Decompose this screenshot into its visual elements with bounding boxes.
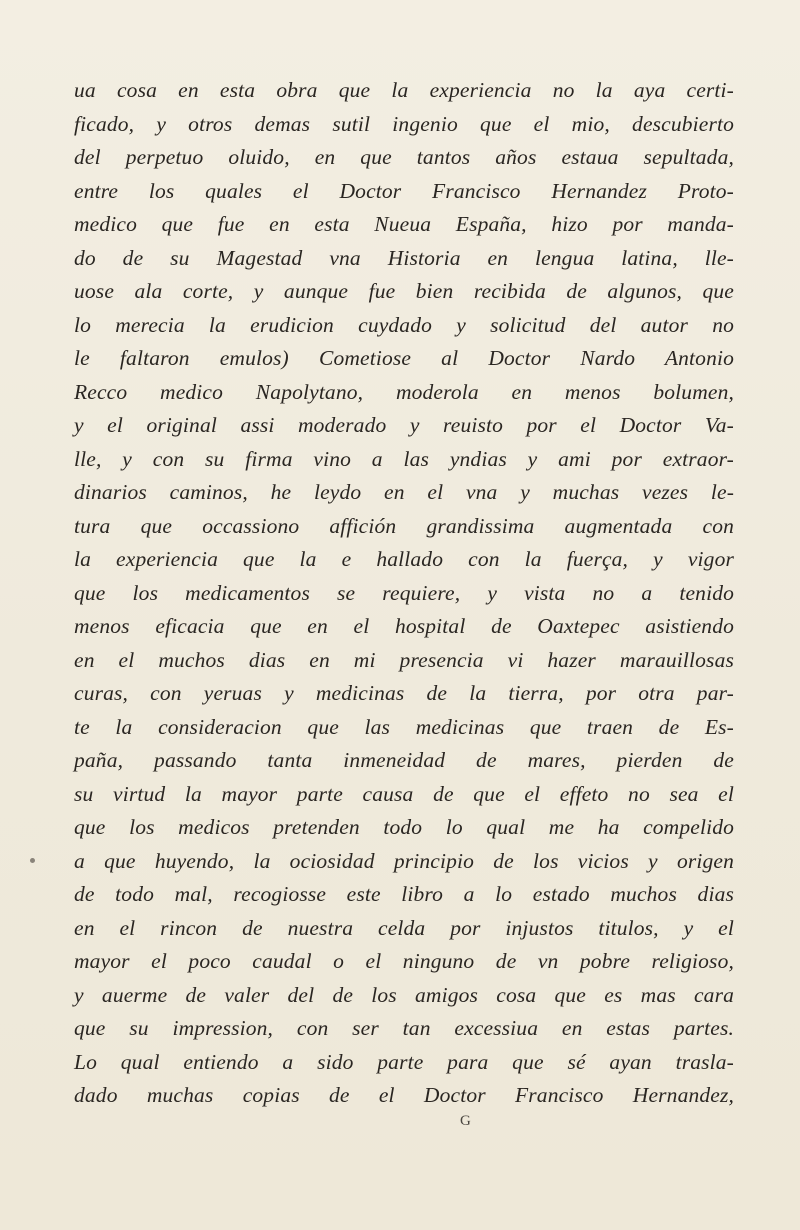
text-line: lle, y con su firma vino a las yndias y ami por extraor- [74,446,734,471]
text-line: en el muchos dias en mi presencia vi hazer marauillosas [74,647,734,672]
text-line: ficado, y otros demas sutil ingenio que el mio, descubierto [74,111,734,136]
text-line: paña, passando tanta inmeneidad de mares, pierden de [74,748,734,772]
text-line: ua cosa en esta obra que la experiencia no la aya certi- [74,78,734,102]
ink-spot [30,858,35,863]
text-line: curas, con yeruas y medicinas de la tierra, por otra par- [74,681,734,705]
text-line: lo merecia la erudicion cuydado y solicitud del autor no [74,312,734,337]
text-line: medico que fue en esta Nueua España, hizo por manda- [74,212,734,236]
text-line: en el rincon de nuestra celda por injustos titulos, y el [74,915,734,940]
text-line: do de su Magestad vna Historia en lengua latina, lle- [74,245,734,270]
text-line: su virtud la mayor parte causa de que el effeto no sea el [74,781,734,806]
text-line: menos eficacia que en el hospital de Oaxtepec asistiendo [74,614,734,638]
text-line: y el original assi moderado y reuisto por el Doctor Va- [74,413,734,437]
text-line: Lo qual entiendo a sido parte para que sé ayan trasla- [74,1049,734,1074]
text-line: te la consideracion que las medicinas que traen de Es- [74,714,734,739]
text-line: a que huyendo, la ociosidad principio de los vicios y origen [74,848,734,873]
text-line: dado muchas copias de el Doctor Francisco Hernandez, [74,1083,734,1107]
text-line: que los medicamentos se requiere, y vista no a tenido [74,580,734,605]
text-line: mayor el poco caudal o el ninguno de vn pobre religioso, [74,949,734,973]
text-line: y auerme de valer del de los amigos cosa que es mas cara [74,982,734,1007]
text-line: uose ala corte, y aunque fue bien recibida de algunos, que [74,279,734,303]
text-line: Recco medico Napolytano, moderola en menos bolumen, [74,379,734,404]
text-line: que los medicos pretenden todo lo qual me ha compelido [74,815,734,839]
text-line: le faltaron emulos) Cometiose al Doctor Nardo Antonio [74,346,734,370]
text-line: del perpetuo oluido, en que tantos años estaua sepultada, [74,145,734,169]
body-text [74,74,734,1113]
text-line: de todo mal, recogiosse este libro a lo estado muchos dias [74,882,734,906]
text-line: entre los quales el Doctor Francisco Hernandez Proto- [74,178,734,203]
signature-mark: G [460,1113,471,1129]
text-line: que su impression, con ser tan excessiua en estas partes. [74,1016,734,1040]
text-line: dinarios caminos, he leydo en el vna y muchas vezes le- [74,480,734,504]
text-line: tura que occassiono affición grandissima augmentada con [74,513,734,538]
text-line: la experiencia que la e hallado con la fuerça, y vigor [74,547,734,571]
